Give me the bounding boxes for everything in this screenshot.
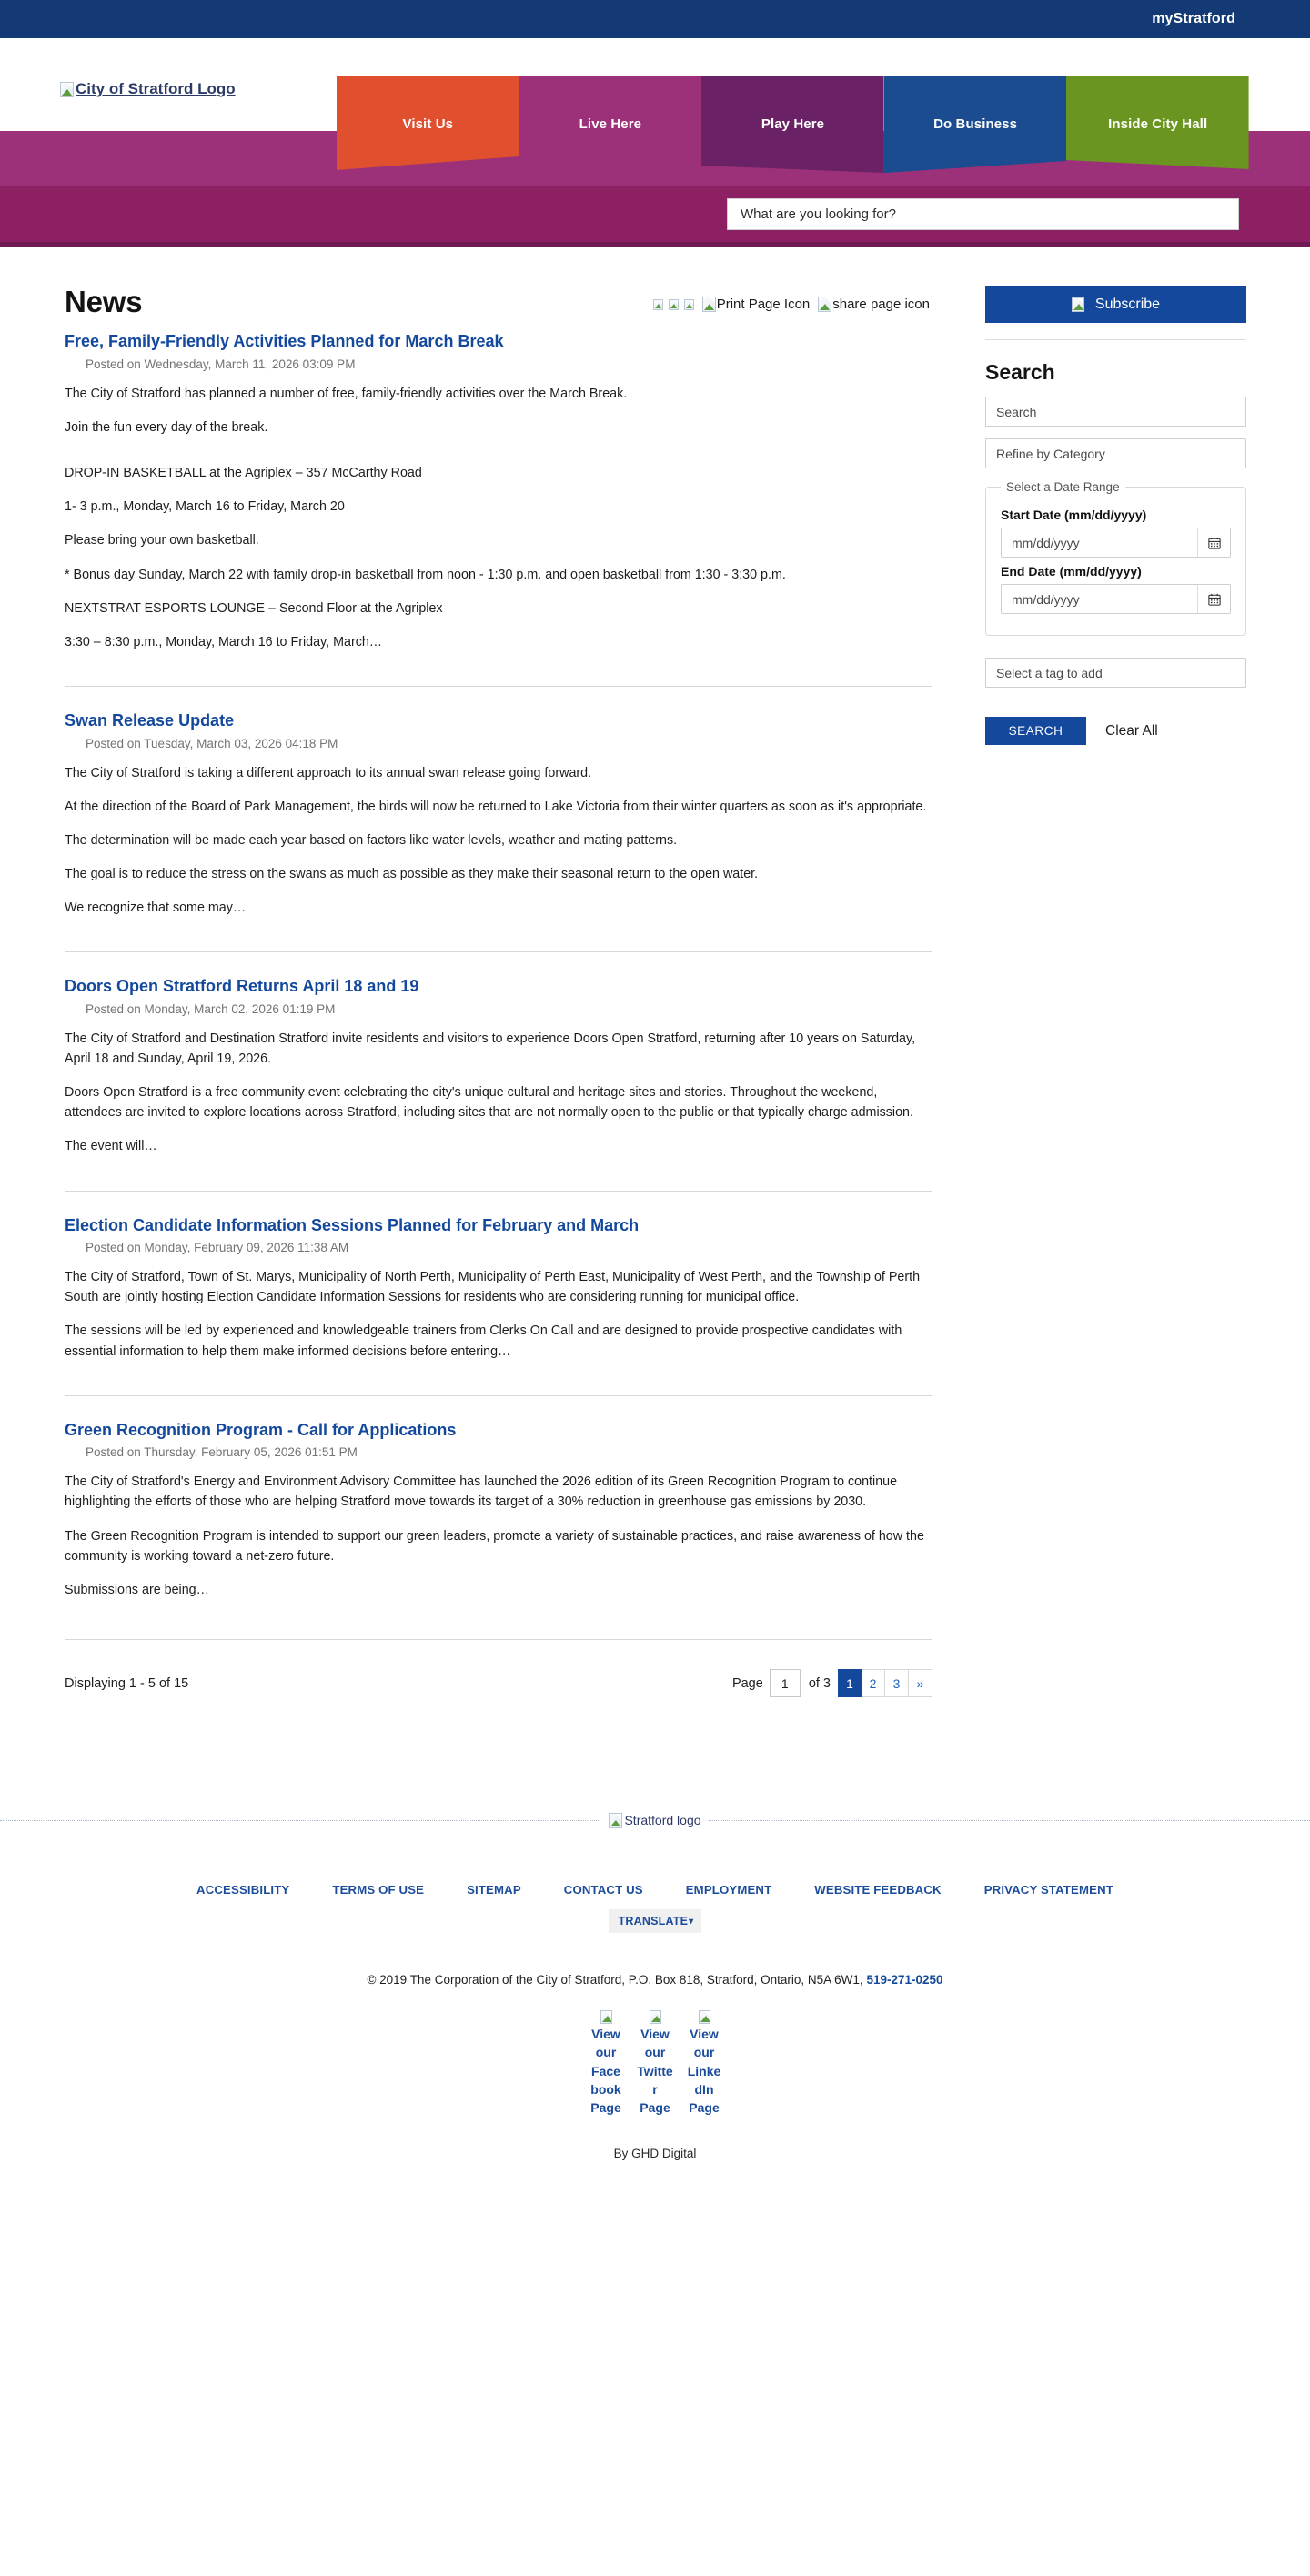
- translate-row: [0, 1909, 1310, 1933]
- top-utility-bar: [0, 0, 1310, 38]
- news-paragraph: The City of Stratford and Destination Stratford invite residents and visitors to experience Doors Open Stratford, returning after 10 years on Saturday, April 18 and Sunday, April 19, 2026.: [65, 1031, 916, 1066]
- calendar-icon: [1208, 537, 1221, 549]
- pager-page-label: Page: [731, 1675, 763, 1691]
- footer-link-contact-us[interactable]: CONTACT US: [563, 1883, 643, 1897]
- print-page-icon: [702, 297, 716, 312]
- footer-byline: By GHD Digital: [613, 2146, 697, 2160]
- sidebar: [932, 286, 1246, 1697]
- broken-image-icon: [609, 1813, 622, 1828]
- social-share-mini-icons[interactable]: [653, 299, 694, 310]
- pager-page-2[interactable]: 2: [862, 1669, 885, 1697]
- nav-label-visit-us: Visit Us: [402, 116, 454, 132]
- nav-item-do-business[interactable]: [884, 76, 1067, 199]
- news-paragraph: The event will…: [65, 1139, 157, 1154]
- news-item-body: [65, 384, 932, 652]
- footer-link-privacy-statement[interactable]: PRIVACY STATEMENT: [983, 1883, 1114, 1897]
- footer-logo-row: [0, 1805, 1310, 1836]
- footer-link-sitemap[interactable]: SITEMAP: [467, 1883, 521, 1897]
- news-item: [65, 686, 932, 951]
- linkedin-link[interactable]: [686, 2010, 722, 2117]
- news-item-title[interactable]: Election Candidate Information Sessions Planned for February and March: [65, 1215, 640, 1234]
- facebook-icon: [600, 2010, 612, 2024]
- news-item-date: Posted on Monday, February 09, 2026 11:38 AM: [86, 1241, 349, 1255]
- footer-link-website-feedback[interactable]: WEBSITE FEEDBACK: [814, 1883, 942, 1897]
- nav-tab-shape: [1066, 76, 1249, 199]
- news-paragraph: Doors Open Stratford is a free community event celebrating the city's unique cultural and heritage sites and stories. Throughout the weekend, attendees are invited to explore locations across Stratford, including sites that are not normally open to the public or that typically charge admission.: [65, 1085, 913, 1121]
- page-title: News: [65, 285, 143, 318]
- nav-label-inside-city-hall: Inside City Hall: [1108, 116, 1208, 132]
- pager-page-input[interactable]: [770, 1669, 801, 1697]
- news-item-body: [65, 1472, 932, 1600]
- page-container: [0, 247, 1310, 2184]
- news-paragraph: DROP-IN BASKETBALL at the Agriplex – 357 McCarthy Road: [65, 466, 422, 481]
- news-paragraph: 3:30 – 8:30 p.m., Monday, March 16 to Friday, March…: [65, 634, 383, 649]
- results-count: Displaying 1 - 5 of 15: [65, 1675, 189, 1691]
- page-title-row: [65, 286, 932, 318]
- clear-all-link[interactable]: Clear All: [1105, 722, 1158, 739]
- date-range-fieldset: [985, 480, 1246, 636]
- pagination: [65, 1639, 932, 1697]
- footer-link-terms-of-use[interactable]: TERMS OF USE: [332, 1883, 425, 1897]
- social-links: [0, 2010, 1310, 2117]
- news-paragraph: The City of Stratford, Town of St. Marys, Municipality of North Perth, Municipality of Perth East, Municipality of West Perth, and the Township of Perth South are jointly hosting Election Candidate Information Sessions for residents who are considering running for municipal office.: [65, 1270, 921, 1305]
- sidebar-search-actions: [985, 717, 1246, 745]
- translate-button[interactable]: [609, 1909, 702, 1933]
- date-range-legend: Select a Date Range: [1006, 480, 1120, 494]
- nav-label-play-here: Play Here: [761, 116, 825, 132]
- pager-controls: [732, 1669, 932, 1697]
- news-item-date: Posted on Wednesday, March 11, 2026 03:09 PM: [86, 357, 356, 371]
- refine-by-category-select[interactable]: [985, 438, 1246, 468]
- nav-tab-shape: [337, 76, 519, 199]
- site-footer: [0, 1805, 1310, 2183]
- subscribe-icon: [1072, 297, 1084, 312]
- news-item: [65, 331, 932, 686]
- copyright-text: © 2019 The Corporation of the City of Stratford, P.O. Box 818, Stratford, Ontario, N5A 6W1,: [367, 1973, 863, 1987]
- news-paragraph: Join the fun every day of the break.: [65, 419, 268, 435]
- footer-logo-alt-text: Stratford logo: [624, 1813, 701, 1828]
- nav-tab-shape: [701, 76, 884, 199]
- news-item: [65, 951, 932, 1190]
- facebook-alt-text: View our Facebook Page: [590, 2027, 621, 2116]
- subscribe-label: Subscribe: [1094, 296, 1161, 312]
- page-tools: [653, 286, 932, 312]
- news-paragraph: The sessions will be led by experienced and knowledgeable trainers from Clerks On Call and are designed to provide prospective candidates with essential information to help them make informed decisions before entering…: [65, 1323, 902, 1359]
- news-list: [65, 331, 932, 1634]
- end-date-input[interactable]: [1002, 585, 1197, 613]
- news-item-date: Posted on Monday, March 02, 2026 01:19 PM: [86, 1001, 336, 1016]
- news-item-date: Posted on Tuesday, March 03, 2026 04:18 PM: [86, 736, 338, 750]
- news-paragraph: The City of Stratford's Energy and Environment Advisory Committee has launched the 2026 edition of its Green Recognition Program to continue highlighting the efforts of those who are helping Stratford move towards its target of a 30% reduction in greenhouse gas emissions by 2030.: [65, 1474, 898, 1510]
- linkedin-icon: [699, 2010, 710, 2024]
- start-date-label: Start Date (mm/dd/yyyy): [1001, 508, 1147, 522]
- news-item-date: Posted on Thursday, February 05, 2026 01:51 PM: [86, 1445, 358, 1460]
- calendar-icon: [1208, 593, 1221, 606]
- nav-item-play-here[interactable]: [701, 76, 884, 199]
- news-paragraph: The Green Recognition Program is intended to support our green leaders, promote a variety of sustainable practices, and raise awareness of how the community is working toward a net-zero future.: [65, 1528, 924, 1564]
- primary-navigation: [337, 76, 1249, 199]
- linkedin-alt-text: View our LinkedIn Page: [687, 2027, 721, 2116]
- broken-image-icon: [684, 299, 694, 310]
- sidebar-search-input[interactable]: [985, 397, 1246, 427]
- broken-image-icon: [653, 299, 663, 310]
- site-search-input[interactable]: [727, 198, 1239, 230]
- news-paragraph: The City of Stratford has planned a number of free, family-friendly activities over the March Break.: [65, 386, 628, 401]
- nav-label-live-here: Live Here: [579, 116, 642, 132]
- start-date-field: [1001, 528, 1231, 558]
- news-paragraph: Please bring your own basketball.: [65, 533, 259, 548]
- news-item-body: [65, 1029, 932, 1157]
- news-paragraph: The City of Stratford is taking a different approach to its annual swan release going forward.: [65, 765, 592, 780]
- nav-tab-shape: [519, 76, 702, 199]
- twitter-link[interactable]: [637, 2010, 673, 2117]
- broken-image-icon: [669, 299, 679, 310]
- pager-total-label: of 3: [808, 1675, 831, 1691]
- print-page-label: Print Page Icon: [716, 297, 811, 312]
- pager-next-button[interactable]: »: [909, 1669, 932, 1697]
- nav-item-live-here[interactable]: [519, 76, 702, 199]
- news-item-title[interactable]: Doors Open Stratford Returns April 18 and 19: [65, 977, 419, 996]
- header-band-lower: [0, 186, 1310, 242]
- end-date-calendar-button[interactable]: [1197, 585, 1230, 613]
- news-item-body: [65, 1267, 932, 1362]
- sidebar-search-title: Search: [985, 360, 1055, 384]
- copyright: [0, 1973, 1310, 1987]
- news-paragraph: The determination will be made each year based on factors like water levels, weather and mating patterns.: [65, 832, 678, 848]
- nav-item-visit-us[interactable]: [337, 76, 519, 199]
- tag-select-input[interactable]: [985, 658, 1246, 688]
- site-logo-alt-text: City of Stratford Logo: [76, 80, 236, 97]
- footer-link-employment[interactable]: EMPLOYMENT: [685, 1883, 772, 1897]
- news-item-title[interactable]: Swan Release Update: [65, 711, 235, 730]
- subscribe-button[interactable]: [985, 286, 1246, 323]
- start-date-input[interactable]: [1002, 528, 1197, 557]
- footer-links: [0, 1883, 1310, 1897]
- news-paragraph: We recognize that some may…: [65, 901, 247, 916]
- sidebar-divider: [985, 339, 1246, 340]
- news-paragraph: The goal is to reduce the stress on the swans as much as possible as they make their seasonal return to the open water.: [65, 867, 759, 882]
- share-page-button[interactable]: [818, 297, 930, 312]
- twitter-alt-text: View our Twitter Page: [637, 2027, 673, 2116]
- twitter-icon: [650, 2010, 661, 2024]
- end-date-field: [1001, 584, 1231, 614]
- chevron-down-icon: ▾: [689, 1916, 694, 1927]
- news-paragraph: 1- 3 p.m., Monday, March 16 to Friday, March 20: [65, 499, 345, 515]
- facebook-link[interactable]: [588, 2010, 624, 2117]
- share-page-icon: [818, 297, 831, 312]
- phone-link[interactable]: 519-271-0250: [866, 1973, 943, 1987]
- main-content: [64, 286, 932, 1697]
- site-logo[interactable]: [60, 80, 236, 98]
- nav-tab-shape: [884, 76, 1067, 199]
- print-page-button[interactable]: [702, 297, 811, 312]
- my-stratford-link[interactable]: myStratford: [1152, 11, 1235, 26]
- news-paragraph: Submissions are being…: [65, 1582, 209, 1597]
- pager-page-1[interactable]: 1: [838, 1669, 862, 1697]
- news-paragraph: NEXTSTRAT ESPORTS LOUNGE – Second Floor at the Agriplex: [65, 600, 443, 616]
- news-item-title[interactable]: Free, Family-Friendly Activities Planned for March Break: [65, 332, 504, 351]
- footer-logo: [601, 1813, 708, 1828]
- nav-item-inside-city-hall[interactable]: [1066, 76, 1249, 199]
- translate-label: TRANSLATE: [618, 1915, 689, 1928]
- start-date-calendar-button[interactable]: [1197, 528, 1230, 557]
- site-header: [0, 38, 1310, 131]
- pager-page-3[interactable]: 3: [885, 1669, 909, 1697]
- end-date-label: End Date (mm/dd/yyyy): [1001, 564, 1142, 579]
- news-item-title[interactable]: Green Recognition Program - Call for Applications: [65, 1420, 457, 1439]
- footer-link-accessibility[interactable]: ACCESSIBILITY: [196, 1883, 290, 1897]
- news-paragraph: At the direction of the Board of Park Management, the birds will now be returned to Lake Victoria from their winter quarters as soon as it's appropriate.: [65, 799, 927, 814]
- news-item: [65, 1395, 932, 1634]
- share-page-label: share page icon: [832, 297, 930, 312]
- news-paragraph: * Bonus day Sunday, March 22 with family drop-in basketball from noon - 1:30 p.m. and open basketball from 1:30 - 3:30 p.m.: [65, 567, 786, 582]
- news-item: [65, 1191, 932, 1395]
- broken-image-icon: [60, 82, 74, 97]
- nav-label-do-business: Do Business: [933, 116, 1018, 132]
- news-item-body: [65, 763, 932, 919]
- sidebar-search-button[interactable]: SEARCH: [985, 717, 1086, 745]
